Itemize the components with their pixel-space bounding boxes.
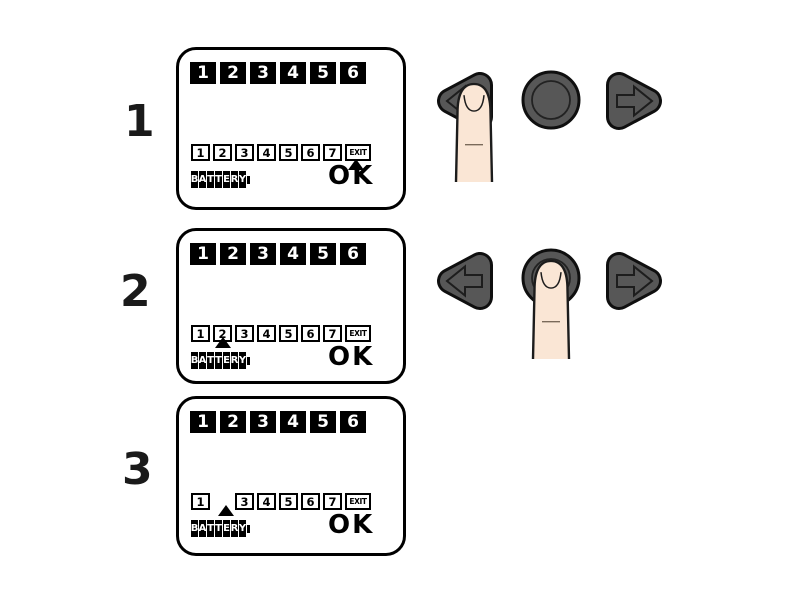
timer-slot-cell: 1: [191, 144, 210, 161]
timer-slot-cell: 3: [235, 144, 254, 161]
timer-slot-cell: 1: [191, 325, 210, 342]
step-number-1: 1: [124, 96, 155, 147]
display-screen-step-1: [176, 47, 406, 210]
right-arrow-button[interactable]: [597, 68, 669, 134]
timer-slot-cell: 2: [213, 325, 232, 342]
program-number-cell: 4: [280, 62, 306, 84]
timer-slot-cell: 6: [301, 493, 320, 510]
ok-label: OK: [328, 510, 375, 540]
program-number-cell: 5: [310, 243, 336, 265]
timer-slot-cell: 7: [323, 493, 342, 510]
battery-letter: T: [215, 520, 222, 537]
battery-letter: E: [223, 171, 230, 188]
timer-slot-cell: 4: [257, 325, 276, 342]
battery-terminal: [247, 525, 250, 533]
battery-letter: R: [231, 352, 238, 369]
program-number-cell: 6: [340, 243, 366, 265]
timer-slot-cell: 7: [323, 144, 342, 161]
battery-letter: Y: [239, 352, 246, 369]
step-number-3: 3: [122, 444, 153, 495]
finger-pressing-left-arrow: [450, 70, 498, 182]
battery-letter: B: [191, 520, 198, 537]
cursor-triangle-icon: [215, 337, 231, 348]
ok-label: OK: [328, 342, 375, 372]
program-number-cell: 6: [340, 411, 366, 433]
battery-indicator: [191, 352, 250, 369]
cursor-triangle-icon: [218, 505, 234, 516]
battery-letter: R: [231, 520, 238, 537]
timer-slot-cell: EXIT: [345, 493, 371, 510]
battery-letter: Y: [239, 171, 246, 188]
timer-slot-cell: 6: [301, 325, 320, 342]
battery-letter: A: [199, 352, 206, 369]
program-number-cell: 6: [340, 62, 366, 84]
timer-slot-cell: 5: [279, 325, 298, 342]
program-number-cell: 3: [250, 411, 276, 433]
program-number-cell: 2: [220, 62, 246, 84]
program-number-cell: 1: [190, 411, 216, 433]
program-number-cell: 1: [190, 243, 216, 265]
battery-letter: E: [223, 352, 230, 369]
battery-letter: E: [223, 520, 230, 537]
display-screen-step-3: [176, 396, 406, 556]
battery-terminal: [247, 357, 250, 365]
display-screen-step-2: [176, 228, 406, 384]
timer-slot-cell: EXIT: [345, 144, 371, 161]
program-number-cell: 4: [280, 243, 306, 265]
timer-slot-cell: 6: [301, 144, 320, 161]
timer-slot-cell: 1: [191, 493, 210, 510]
left-arrow-button[interactable]: [430, 248, 502, 314]
battery-letter: A: [199, 520, 206, 537]
program-number-row: [190, 411, 366, 433]
battery-letter-tiles: [191, 352, 246, 369]
battery-letter: A: [199, 171, 206, 188]
battery-letter: T: [215, 352, 222, 369]
program-number-cell: 2: [220, 243, 246, 265]
timer-slot-cell: 5: [279, 144, 298, 161]
timer-slot-cell: 3: [235, 325, 254, 342]
timer-slot-cell: 7: [323, 325, 342, 342]
program-number-row: [190, 62, 366, 84]
battery-letter-tiles: [191, 171, 246, 188]
program-number-row: [190, 243, 366, 265]
finger-pressing-ok-button: [527, 247, 575, 359]
battery-letter: Y: [239, 520, 246, 537]
timer-slot-cell: 4: [257, 493, 276, 510]
battery-letter: B: [191, 171, 198, 188]
program-number-cell: 2: [220, 411, 246, 433]
battery-letter: R: [231, 171, 238, 188]
program-number-cell: 5: [310, 411, 336, 433]
battery-letter-tiles: [191, 520, 246, 537]
ok-label: OK: [328, 161, 375, 191]
battery-letter: T: [207, 352, 214, 369]
timer-slot-cell: 3: [235, 493, 254, 510]
ok-circle-button[interactable]: [515, 67, 587, 133]
battery-letter: T: [207, 520, 214, 537]
timer-slot-cell: EXIT: [345, 325, 371, 342]
step-number-2: 2: [120, 266, 151, 317]
battery-letter: B: [191, 352, 198, 369]
right-arrow-button[interactable]: [597, 248, 669, 314]
timer-slot-cell: 2: [213, 144, 232, 161]
battery-indicator: [191, 171, 250, 188]
program-number-cell: 1: [190, 62, 216, 84]
timer-slot-cell: 4: [257, 144, 276, 161]
program-number-cell: 4: [280, 411, 306, 433]
battery-letter: T: [215, 171, 222, 188]
timer-slot-row: [191, 144, 371, 161]
battery-terminal: [247, 176, 250, 184]
program-number-cell: 3: [250, 62, 276, 84]
battery-letter: T: [207, 171, 214, 188]
timer-slot-cell: 5: [279, 493, 298, 510]
battery-indicator: [191, 520, 250, 537]
program-number-cell: 5: [310, 62, 336, 84]
program-number-cell: 3: [250, 243, 276, 265]
